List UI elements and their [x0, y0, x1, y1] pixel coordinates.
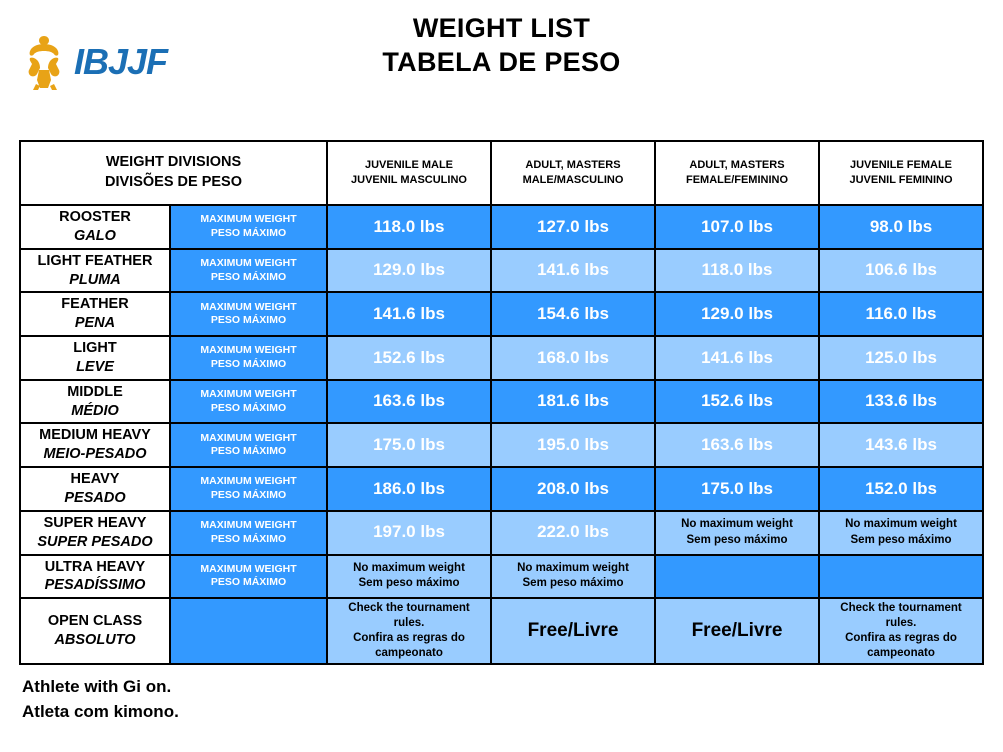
division-name-en: MEDIUM HEAVY	[39, 427, 151, 444]
value-juvenile-female	[819, 511, 983, 555]
value-adult-male: 141.6 lbs	[491, 249, 655, 293]
max-weight-label-pt: PESO MÁXIMO	[210, 576, 287, 589]
value-juvenile-male: 197.0 lbs	[327, 511, 491, 555]
division-name-cell	[20, 336, 170, 380]
max-weight-label-pt: PESO MÁXIMO	[210, 226, 287, 239]
header-cell-divisions	[20, 141, 327, 205]
max-weight-label-en: MAXIMUM WEIGHT	[200, 475, 297, 488]
check-rules-line2: rules.	[393, 617, 425, 630]
value-juvenile-female: 106.6 lbs	[819, 249, 983, 293]
max-weight-label-cell	[170, 380, 327, 424]
division-name-cell	[20, 292, 170, 336]
table-row	[20, 511, 983, 555]
division-name-cell	[20, 598, 170, 664]
header-adult-male-pt: MALE/MASCULINO	[522, 174, 624, 186]
max-weight-label-pt: PESO MÁXIMO	[210, 445, 287, 458]
value-juvenile-male: 175.0 lbs	[327, 423, 491, 467]
division-name-cell	[20, 555, 170, 599]
header-adult-male-en: ADULT, MASTERS	[525, 159, 621, 172]
table-row	[20, 380, 983, 424]
value-adult-male: 208.0 lbs	[491, 467, 655, 511]
check-rules-line4: campeonato	[867, 647, 935, 659]
value-juvenile-female: 125.0 lbs	[819, 336, 983, 380]
division-name-en: ROOSTER	[59, 209, 131, 225]
page-header	[0, 0, 1003, 118]
value-adult-female: 152.6 lbs	[655, 380, 819, 424]
free-label: Free/Livre	[527, 620, 619, 642]
division-name-pt: MEIO-PESADO	[43, 446, 147, 463]
header-cell-juvenile-male	[327, 141, 491, 205]
value-adult-female: 163.6 lbs	[655, 423, 819, 467]
value-adult-female: 175.0 lbs	[655, 467, 819, 511]
value-adult-male	[491, 598, 655, 664]
value-juvenile-male: 141.6 lbs	[327, 292, 491, 336]
value-adult-female: 107.0 lbs	[655, 205, 819, 249]
max-weight-label-en: MAXIMUM WEIGHT	[200, 562, 297, 575]
no-max-weight-en: No maximum weight	[517, 561, 629, 574]
free-label: Free/Livre	[691, 620, 783, 642]
max-weight-label-cell	[170, 292, 327, 336]
max-weight-label-cell	[170, 423, 327, 467]
value-juvenile-male: 118.0 lbs	[327, 205, 491, 249]
max-weight-label-en: MAXIMUM WEIGHT	[200, 213, 297, 226]
header-juvenile-female-pt: JUVENIL FEMININO	[849, 174, 953, 186]
max-weight-label-en: MAXIMUM WEIGHT	[200, 519, 297, 532]
no-max-weight-en: No maximum weight	[845, 518, 957, 531]
value-juvenile-female: 133.6 lbs	[819, 380, 983, 424]
division-name-pt: PLUMA	[69, 271, 121, 288]
division-name-cell	[20, 467, 170, 511]
division-name-pt: PESADO	[64, 489, 126, 506]
max-weight-label-en: MAXIMUM WEIGHT	[200, 256, 297, 269]
value-juvenile-male: 163.6 lbs	[327, 380, 491, 424]
division-name-en: FEATHER	[61, 296, 129, 313]
value-adult-male: 127.0 lbs	[491, 205, 655, 249]
max-weight-label-cell	[170, 555, 327, 599]
division-name-pt: LEVE	[76, 358, 114, 375]
division-name-en: ULTRA HEAVY	[44, 558, 146, 575]
division-name-cell	[20, 380, 170, 424]
header-juvenile-female-en: JUVENILE FEMALE	[849, 159, 953, 172]
footer-note-pt: Atleta com kimono.	[22, 701, 179, 721]
check-rules-line1: Check the tournament	[348, 602, 470, 615]
no-max-weight-en: No maximum weight	[681, 518, 793, 531]
value-adult-male: 195.0 lbs	[491, 423, 655, 467]
max-weight-label-cell	[170, 205, 327, 249]
header-adult-female-pt: FEMALE/FEMININO	[685, 174, 789, 186]
max-weight-label-cell	[170, 467, 327, 511]
header-adult-female-en: ADULT, MASTERS	[689, 159, 785, 172]
division-name-cell	[20, 423, 170, 467]
value-adult-male	[491, 555, 655, 599]
table-row	[20, 292, 983, 336]
table-row	[20, 249, 983, 293]
max-weight-label-pt: PESO MÁXIMO	[210, 270, 287, 283]
value-juvenile-female: 143.6 lbs	[819, 423, 983, 467]
header-cell-adult-male	[491, 141, 655, 205]
table-header-row	[20, 141, 983, 205]
check-rules-line4: campeonato	[375, 647, 443, 659]
title-english: WEIGHT LIST	[412, 13, 591, 43]
max-weight-label-pt: PESO MÁXIMO	[210, 488, 287, 501]
check-rules-line1: Check the tournament	[840, 602, 962, 615]
max-weight-label-en: MAXIMUM WEIGHT	[200, 344, 297, 357]
page-title	[0, 12, 1003, 80]
table-row	[20, 205, 983, 249]
value-juvenile-male: 129.0 lbs	[327, 249, 491, 293]
weight-table-container	[19, 140, 984, 665]
division-name-en: MIDDLE	[67, 383, 123, 400]
value-adult-female: 129.0 lbs	[655, 292, 819, 336]
value-juvenile-female	[819, 555, 983, 599]
division-name-en: SUPER HEAVY	[43, 514, 147, 531]
max-weight-label-pt: PESO MÁXIMO	[210, 314, 287, 327]
value-adult-male: 222.0 lbs	[491, 511, 655, 555]
no-max-weight-pt: Sem peso máximo	[686, 533, 788, 546]
value-juvenile-male: 186.0 lbs	[327, 467, 491, 511]
max-weight-label-en: MAXIMUM WEIGHT	[200, 431, 297, 444]
division-name-pt: ABSOLUTO	[54, 632, 136, 649]
no-max-weight-en: No maximum weight	[353, 561, 465, 574]
no-max-weight-pt: Sem peso máximo	[522, 577, 624, 590]
division-name-cell	[20, 511, 170, 555]
division-name-pt: MÉDIO	[71, 402, 119, 419]
division-name-pt: SUPER PESADO	[37, 533, 153, 550]
max-weight-label-cell	[170, 249, 327, 293]
max-weight-label-pt: PESO MÁXIMO	[210, 401, 287, 414]
max-weight-label-pt: PESO MÁXIMO	[210, 357, 287, 370]
table-row	[20, 598, 983, 664]
division-name-en: LIGHT	[73, 340, 117, 357]
header-juvenile-male-en: JUVENILE MALE	[364, 159, 453, 172]
ibjjf-logo-text: IBJJF	[74, 41, 168, 82]
value-juvenile-male	[327, 598, 491, 664]
footer-note-en: Athlete with Gi on.	[22, 677, 172, 696]
no-max-weight-pt: Sem peso máximo	[850, 533, 952, 546]
division-name-pt: GALO	[74, 227, 116, 244]
value-juvenile-female: 152.0 lbs	[819, 467, 983, 511]
header-divisions-pt: DIVISÕES DE PESO	[105, 174, 242, 190]
table-row	[20, 336, 983, 380]
value-adult-male: 181.6 lbs	[491, 380, 655, 424]
header-cell-adult-female	[655, 141, 819, 205]
no-max-weight-pt: Sem peso máximo	[358, 577, 460, 590]
division-name-pt: PENA	[74, 315, 116, 332]
division-name-en: HEAVY	[70, 471, 120, 488]
header-juvenile-male-pt: JUVENIL MASCULINO	[351, 174, 467, 186]
value-juvenile-female: 116.0 lbs	[819, 292, 983, 336]
check-rules-line3: Confira as regras do	[353, 632, 465, 645]
max-weight-label-cell	[170, 336, 327, 380]
value-juvenile-female	[819, 598, 983, 664]
value-juvenile-female: 98.0 lbs	[819, 205, 983, 249]
max-weight-label-pt: PESO MÁXIMO	[210, 532, 287, 545]
header-divisions-en: WEIGHT DIVISIONS	[105, 154, 242, 171]
division-name-cell	[20, 249, 170, 293]
max-weight-label-en: MAXIMUM WEIGHT	[200, 300, 297, 313]
footer-note	[22, 675, 179, 724]
check-rules-line3: Confira as regras do	[845, 632, 957, 645]
value-adult-male: 154.6 lbs	[491, 292, 655, 336]
division-name-en: LIGHT FEATHER	[37, 252, 153, 269]
value-adult-female	[655, 598, 819, 664]
value-juvenile-male	[327, 555, 491, 599]
max-weight-label-en: MAXIMUM WEIGHT	[200, 387, 297, 400]
header-cell-juvenile-female	[819, 141, 983, 205]
value-adult-female	[655, 511, 819, 555]
value-adult-female: 141.6 lbs	[655, 336, 819, 380]
division-name-cell	[20, 205, 170, 249]
weight-table	[19, 140, 984, 665]
value-adult-female: 118.0 lbs	[655, 249, 819, 293]
value-adult-female	[655, 555, 819, 599]
table-row	[20, 423, 983, 467]
title-portuguese: TABELA DE PESO	[382, 46, 621, 77]
value-adult-male: 168.0 lbs	[491, 336, 655, 380]
division-name-pt: PESADÍSSIMO	[44, 577, 146, 594]
table-row	[20, 555, 983, 599]
max-weight-label-cell	[170, 511, 327, 555]
value-juvenile-male: 152.6 lbs	[327, 336, 491, 380]
division-name-en: OPEN CLASS	[47, 613, 143, 630]
check-rules-line2: rules.	[885, 617, 917, 630]
max-weight-label-cell-empty	[170, 598, 327, 664]
table-row	[20, 467, 983, 511]
